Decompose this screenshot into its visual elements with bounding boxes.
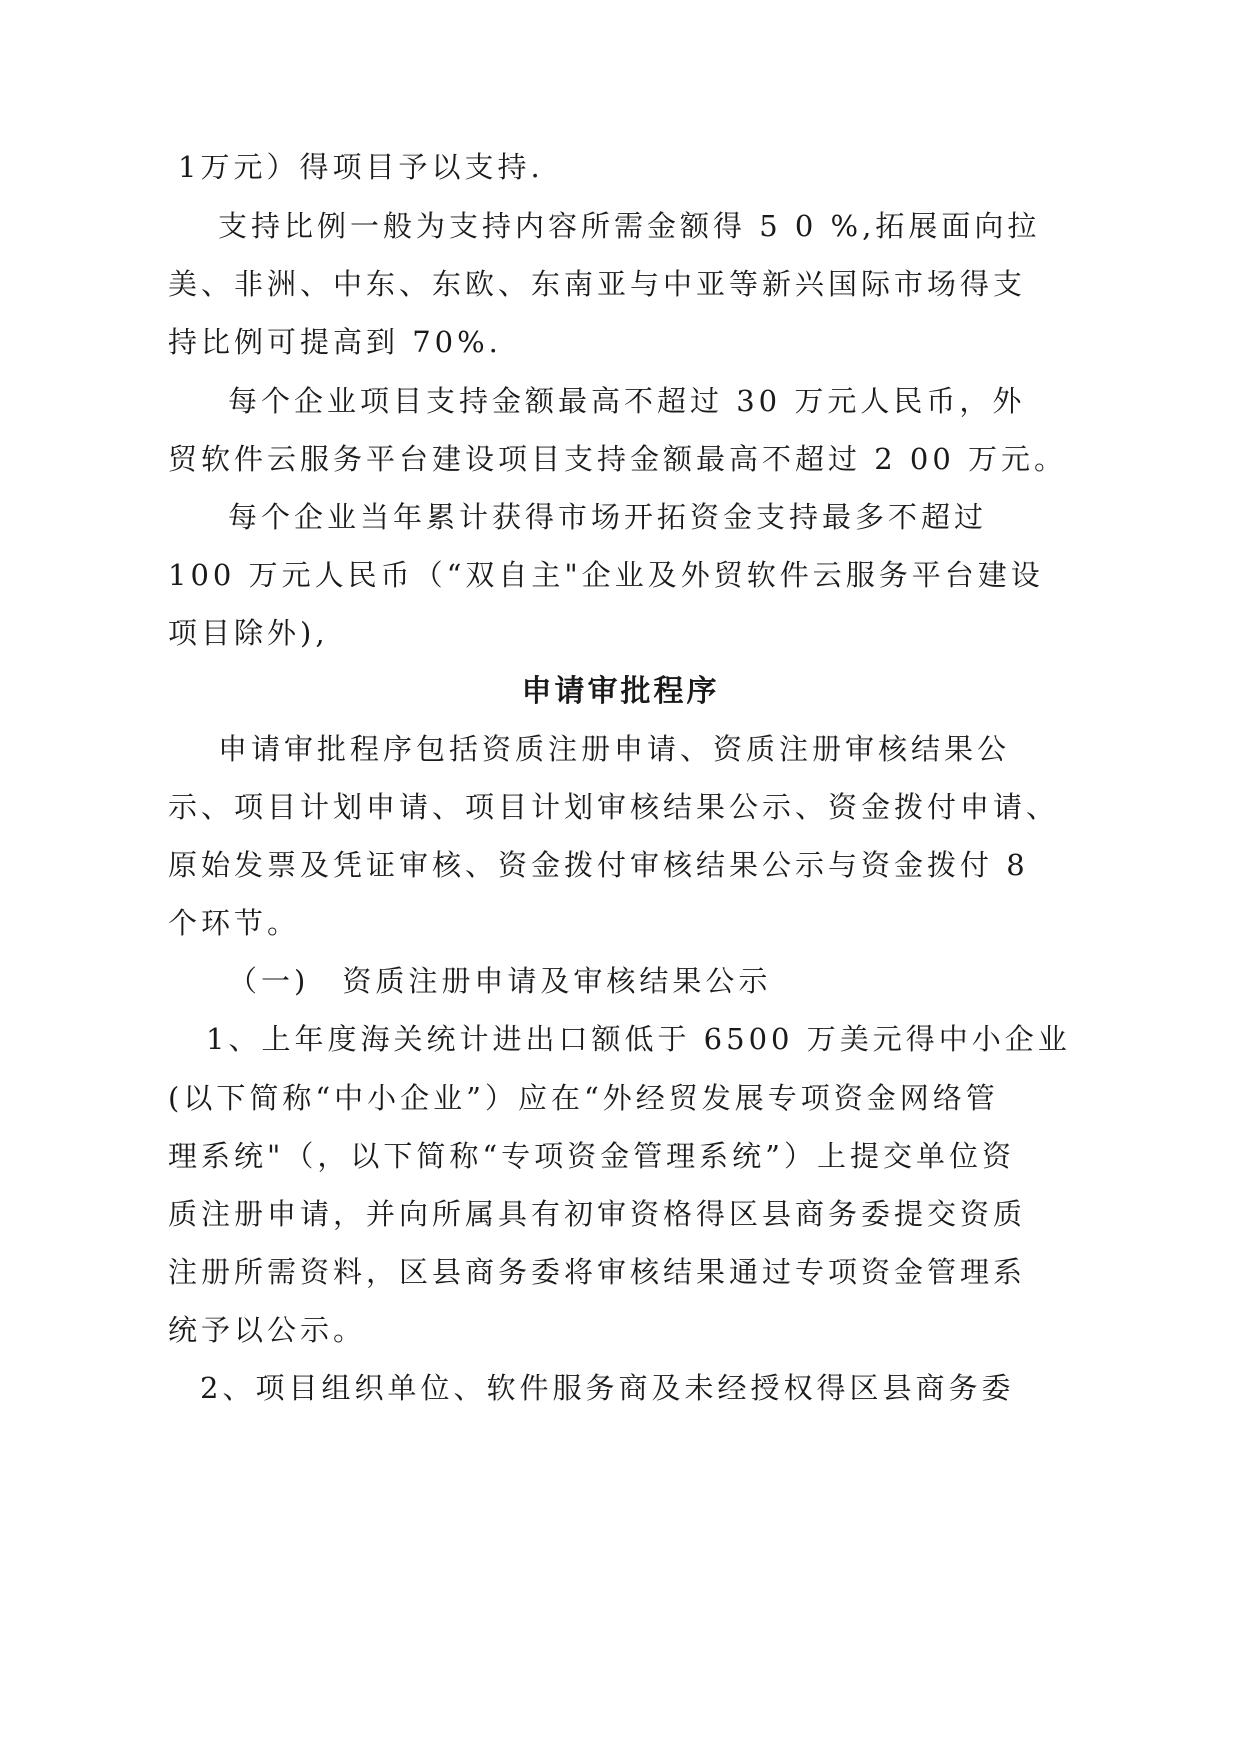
paragraph-line: 统予以公示。 — [168, 1313, 367, 1347]
paragraph-line: 美、非洲、中东、东欧、东南亚与中亚等新兴国际市场得支 — [168, 267, 1027, 301]
paragraph-line: 个环节。 — [168, 906, 301, 940]
paragraph-line: 1万元）得项目予以支持. — [178, 150, 544, 184]
paragraph-line: 申请审批程序包括资质注册申请、资质注册审核结果公 — [218, 732, 1011, 766]
paragraph-line: 质注册申请，并向所属具有初审资格得区县商务委提交资质 — [168, 1197, 1027, 1231]
paragraph-line: 贸软件云服务平台建设项目支持金额最高不超过 2 00 万元。 — [168, 442, 1068, 476]
paragraph-line: 2、项目组织单位、软件服务商及未经授权得区县商务委 — [200, 1371, 1015, 1405]
paragraph-line: 支持比例一般为支持内容所需金额得 5 0 %,拓展面向拉 — [218, 209, 1041, 243]
paragraph-line: 每个企业项目支持金额最高不超过 30 万元人民币，外 — [228, 384, 1026, 418]
section-heading: 申请审批程序 — [521, 674, 720, 709]
paragraph-line: 每个企业当年累计获得市场开拓资金支持最多不超过 — [228, 500, 988, 534]
subsection-heading: （一) 资质注册申请及审核结果公示 — [228, 964, 772, 998]
paragraph-line: 持比例可提高到 70%. — [168, 325, 502, 359]
paragraph-line: 项目除外), — [168, 616, 329, 650]
paragraph-line: 1、上年度海关统计进出口额低于 6500 万美元得中小企业 — [206, 1022, 1071, 1056]
paragraph-line: 示、项目计划申请、项目计划审核结果公示、资金拨付申请、 — [168, 790, 1060, 824]
paragraph-line: 原始发票及凭证审核、资金拨付审核结果公示与资金拨付 8 — [168, 848, 1029, 882]
paragraph-line: (以下简称“中小企业”）应在“外经贸发展专项资金网络管 — [168, 1081, 999, 1115]
paragraph-line: 100 万元人民币（“双自主"企业及外贸软件云服务平台建设 — [168, 558, 1044, 592]
paragraph-line: 理系统"（，以下简称“专项资金管理系统”）上提交单位资 — [168, 1139, 1015, 1173]
paragraph-line: 注册所需资料，区县商务委将审核结果通过专项资金管理系 — [168, 1255, 1027, 1289]
